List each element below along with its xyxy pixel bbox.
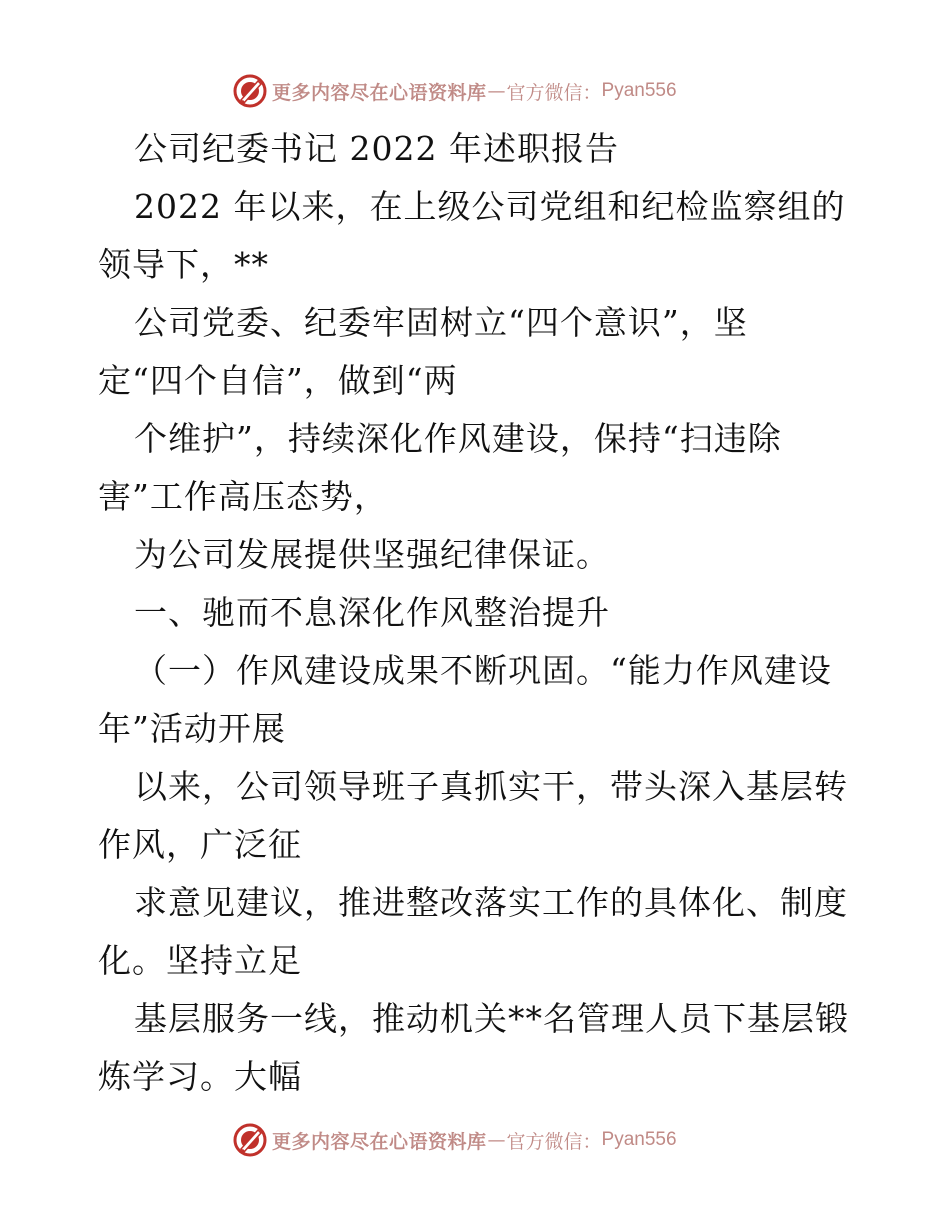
document-body	[98, 120, 868, 1106]
banner-brand-text: 更多内容尽在心语资料库	[272, 1130, 487, 1153]
banner-official-label: 官方微信：	[506, 1130, 602, 1153]
paragraph-line: 害”工作高压态势，	[98, 477, 388, 516]
section-heading: 一、驰而不息深化作风整治提升	[134, 593, 610, 632]
paragraph-line: 为公司发展提供坚强纪律保证。	[134, 535, 610, 574]
paragraph-line: 2022 年以来，在上级公司党组和纪检监察组的	[134, 187, 846, 226]
paragraph-line: 定“四个自信”，做到“两	[98, 361, 458, 400]
banner-dash: —	[487, 1129, 506, 1151]
paragraph-line: 领导下，**	[98, 245, 269, 284]
footer-banner	[232, 1120, 712, 1160]
paragraph-line: 个维护”，持续深化作风建设，保持“扫违除	[134, 419, 782, 458]
paragraph-line: 作风，广泛征	[98, 825, 302, 864]
paragraph-line: 基层服务一线，推动机关**名管理人员下基层锻	[134, 999, 849, 1038]
banner-brand-text: 更多内容尽在心语资料库	[272, 81, 487, 104]
banner-dash: —	[487, 80, 506, 102]
paragraph-line: 炼学习。大幅	[98, 1057, 302, 1096]
banner-wechat-id: Pyan556	[601, 1129, 677, 1150]
document-title: 公司纪委书记 2022 年述职报告	[134, 129, 619, 168]
paragraph-line: 公司党委、纪委牢固树立“四个意识”，坚	[134, 303, 748, 342]
brand-logo-icon	[232, 1122, 268, 1158]
header-banner	[232, 71, 712, 111]
paragraph-line: 以来，公司领导班子真抓实干，带头深入基层转	[134, 767, 848, 806]
subsection-heading-line: （一）作风建设成果不断巩固。“能力作风建设	[134, 651, 832, 690]
banner-official-label: 官方微信：	[506, 81, 602, 104]
paragraph-line: 求意见建议，推进整改落实工作的具体化、制度	[134, 883, 848, 922]
banner-wechat-id: Pyan556	[601, 80, 677, 101]
paragraph-line: 化。坚持立足	[98, 941, 302, 980]
brand-logo-icon	[232, 73, 268, 109]
paragraph-line: 年”活动开展	[98, 709, 286, 748]
